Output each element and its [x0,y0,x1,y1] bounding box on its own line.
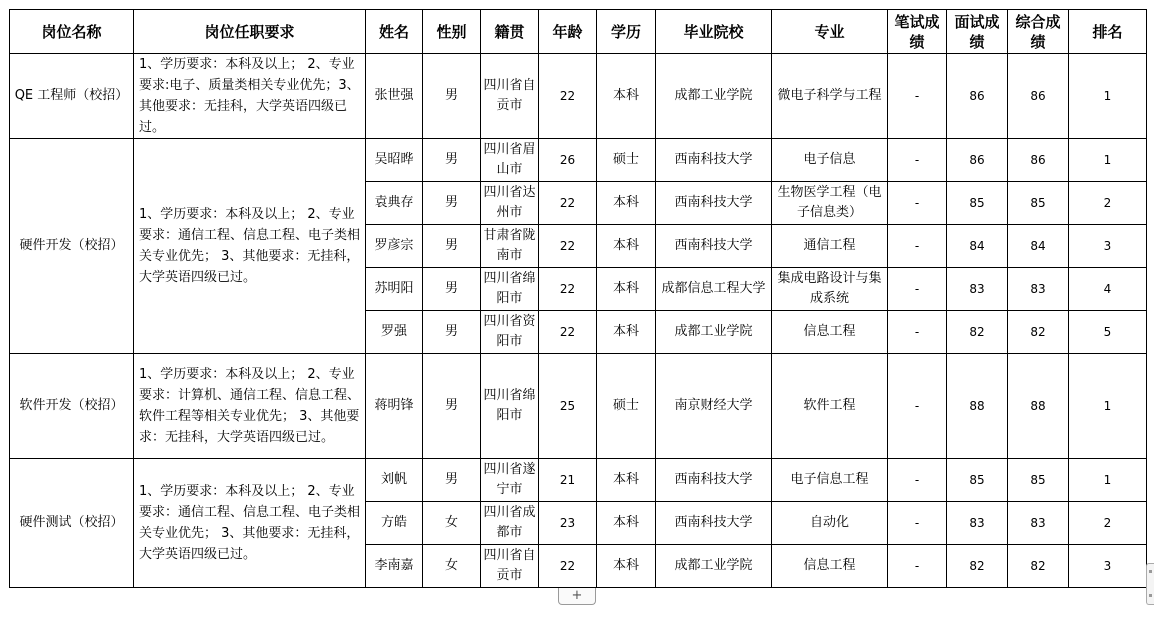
header-requirements[interactable]: 岗位任职要求 [134,10,366,54]
education-cell[interactable]: 硕士 [597,354,656,459]
written-score-cell[interactable]: - [888,139,947,182]
hometown-cell[interactable]: 四川省绵阳市 [481,354,539,459]
table-row [10,139,1147,182]
school-cell[interactable]: 西南科技大学 [656,182,772,225]
interview-score-cell[interactable]: 83 [947,502,1008,545]
age-cell[interactable]: 22 [539,225,597,268]
table-body [10,54,1147,588]
header-interview-score[interactable]: 面试成绩 [947,10,1008,54]
rank-cell[interactable]: 2 [1069,502,1147,545]
major-cell[interactable]: 信息工程 [772,311,888,354]
add-row-button[interactable] [558,588,596,605]
requirements-cell[interactable]: 1、学历要求：本科及以上； 2、专业要求：通信工程、信息工程、电子类相关专业优先； 3、其他要求：无挂科，大学英语四级已过。 [134,459,366,588]
gender-cell[interactable]: 女 [423,502,481,545]
major-cell[interactable]: 信息工程 [772,545,888,588]
school-cell[interactable]: 西南科技大学 [656,502,772,545]
hometown-cell[interactable]: 四川省眉山市 [481,139,539,182]
name-cell[interactable]: 罗强 [366,311,423,354]
rank-cell[interactable]: 1 [1069,54,1147,139]
requirements-cell[interactable]: 1、学历要求：本科及以上； 2、专业要求:电子、质量类相关专业优先；3、其他要求：无挂科，大学英语四级已过。 [134,54,366,139]
rank-cell[interactable]: 1 [1069,459,1147,502]
interview-score-cell[interactable]: 86 [947,139,1008,182]
name-cell[interactable]: 苏明阳 [366,268,423,311]
gender-cell[interactable]: 男 [423,354,481,459]
hometown-cell[interactable]: 甘肃省陇南市 [481,225,539,268]
school-cell[interactable]: 西南科技大学 [656,139,772,182]
rank-cell[interactable]: 1 [1069,354,1147,459]
total-score-cell[interactable]: 86 [1008,139,1069,182]
age-cell[interactable]: 26 [539,139,597,182]
written-score-cell[interactable]: - [888,182,947,225]
interview-score-cell[interactable]: 82 [947,545,1008,588]
hometown-cell[interactable]: 四川省绵阳市 [481,268,539,311]
total-score-cell[interactable]: 84 [1008,225,1069,268]
header-age[interactable]: 年龄 [539,10,597,54]
gender-cell[interactable]: 男 [423,182,481,225]
age-cell[interactable]: 22 [539,268,597,311]
rank-cell[interactable]: 3 [1069,545,1147,588]
age-cell[interactable]: 22 [539,545,597,588]
total-score-cell[interactable]: 83 [1008,268,1069,311]
age-cell[interactable]: 23 [539,502,597,545]
major-cell[interactable]: 集成电路设计与集成系统 [772,268,888,311]
age-cell[interactable]: 22 [539,182,597,225]
rank-cell[interactable]: 2 [1069,182,1147,225]
interview-score-cell[interactable]: 86 [947,54,1008,139]
written-score-cell[interactable]: - [888,502,947,545]
hometown-cell[interactable]: 四川省遂宁市 [481,459,539,502]
age-cell[interactable]: 22 [539,311,597,354]
major-cell[interactable]: 生物医学工程（电子信息类） [772,182,888,225]
plus-icon: + [571,588,583,603]
position-cell[interactable]: QE 工程师（校招） [10,54,134,139]
gender-cell[interactable]: 女 [423,545,481,588]
rank-cell[interactable]: 1 [1069,139,1147,182]
hometown-cell[interactable]: 四川省达州市 [481,182,539,225]
gender-cell[interactable]: 男 [423,54,481,139]
recruitment-results-table [9,9,1147,588]
requirements-cell[interactable]: 1、学历要求：本科及以上； 2、专业要求：计算机、通信工程、信息工程、软件工程等相关专业优先； 3、其他要求：无挂科，大学英语四级已过。 [134,354,366,459]
rank-cell[interactable]: 5 [1069,311,1147,354]
school-cell[interactable]: 成都工业学院 [656,545,772,588]
total-score-cell[interactable]: 86 [1008,54,1069,139]
position-cell[interactable]: 软件开发（校招） [10,354,134,459]
age-cell[interactable]: 22 [539,54,597,139]
hometown-cell[interactable]: 四川省成都市 [481,502,539,545]
major-cell[interactable]: 通信工程 [772,225,888,268]
written-score-cell[interactable]: - [888,354,947,459]
table-row [10,54,1147,139]
header-education[interactable]: 学历 [597,10,656,54]
interview-score-cell[interactable]: 88 [947,354,1008,459]
interview-score-cell[interactable]: 83 [947,268,1008,311]
header-row [10,10,1147,54]
age-cell[interactable]: 21 [539,459,597,502]
education-cell[interactable]: 本科 [597,459,656,502]
written-score-cell[interactable]: - [888,459,947,502]
header-rank[interactable]: 排名 [1069,10,1147,54]
grip-dot-icon [1149,570,1152,573]
header-school[interactable]: 毕业院校 [656,10,772,54]
rank-cell[interactable]: 3 [1069,225,1147,268]
major-cell[interactable]: 电子信息工程 [772,459,888,502]
education-cell[interactable]: 硕士 [597,139,656,182]
school-cell[interactable]: 西南科技大学 [656,459,772,502]
interview-score-cell[interactable]: 82 [947,311,1008,354]
position-cell[interactable]: 硬件测试（校招） [10,459,134,588]
name-cell[interactable]: 李南嘉 [366,545,423,588]
name-cell[interactable]: 袁典存 [366,182,423,225]
written-score-cell[interactable]: - [888,545,947,588]
header-gender[interactable]: 性别 [423,10,481,54]
gender-cell[interactable]: 男 [423,225,481,268]
written-score-cell[interactable]: - [888,225,947,268]
education-cell[interactable]: 本科 [597,502,656,545]
table-row [10,354,1147,459]
gender-cell[interactable]: 男 [423,139,481,182]
interview-score-cell[interactable]: 85 [947,459,1008,502]
name-cell[interactable]: 张世强 [366,54,423,139]
school-cell[interactable]: 西南科技大学 [656,225,772,268]
education-cell[interactable]: 本科 [597,545,656,588]
name-cell[interactable]: 罗彦宗 [366,225,423,268]
hometown-cell[interactable]: 四川省自贡市 [481,545,539,588]
major-cell[interactable]: 电子信息 [772,139,888,182]
name-cell[interactable]: 蒋明锋 [366,354,423,459]
total-score-cell[interactable]: 83 [1008,502,1069,545]
education-cell[interactable]: 本科 [597,225,656,268]
scroll-handle[interactable] [1146,563,1154,605]
age-cell[interactable]: 25 [539,354,597,459]
gender-cell[interactable]: 男 [423,268,481,311]
name-cell[interactable]: 刘帆 [366,459,423,502]
position-cell[interactable]: 硬件开发（校招） [10,139,134,354]
rank-cell[interactable]: 4 [1069,268,1147,311]
header-written-score[interactable]: 笔试成绩 [888,10,947,54]
header-position[interactable]: 岗位名称 [10,10,134,54]
gender-cell[interactable]: 男 [423,311,481,354]
education-cell[interactable]: 本科 [597,54,656,139]
written-score-cell[interactable]: - [888,268,947,311]
grip-dot-icon [1149,594,1152,597]
school-cell[interactable]: 成都信息工程大学 [656,268,772,311]
name-cell[interactable]: 方皓 [366,502,423,545]
requirements-cell[interactable]: 1、学历要求：本科及以上； 2、专业要求：通信工程、信息工程、电子类相关专业优先； 3、其他要求：无挂科，大学英语四级已过。 [134,139,366,354]
school-cell[interactable]: 成都工业学院 [656,311,772,354]
education-cell[interactable]: 本科 [597,182,656,225]
written-score-cell[interactable]: - [888,54,947,139]
interview-score-cell[interactable]: 85 [947,182,1008,225]
written-score-cell[interactable]: - [888,311,947,354]
education-cell[interactable]: 本科 [597,311,656,354]
table-row [10,459,1147,502]
header-total-score[interactable]: 综合成绩 [1008,10,1069,54]
name-cell[interactable]: 吴昭晔 [366,139,423,182]
major-cell[interactable]: 微电子科学与工程 [772,54,888,139]
total-score-cell[interactable]: 88 [1008,354,1069,459]
header-major[interactable]: 专业 [772,10,888,54]
gender-cell[interactable]: 男 [423,459,481,502]
major-cell[interactable]: 自动化 [772,502,888,545]
education-cell[interactable]: 本科 [597,268,656,311]
hometown-cell[interactable]: 四川省自贡市 [481,54,539,139]
school-cell[interactable]: 成都工业学院 [656,54,772,139]
total-score-cell[interactable]: 85 [1008,182,1069,225]
header-hometown[interactable]: 籍贯 [481,10,539,54]
school-cell[interactable]: 南京财经大学 [656,354,772,459]
header-name[interactable]: 姓名 [366,10,423,54]
major-cell[interactable]: 软件工程 [772,354,888,459]
interview-score-cell[interactable]: 84 [947,225,1008,268]
total-score-cell[interactable]: 85 [1008,459,1069,502]
hometown-cell[interactable]: 四川省资阳市 [481,311,539,354]
total-score-cell[interactable]: 82 [1008,311,1069,354]
total-score-cell[interactable]: 82 [1008,545,1069,588]
